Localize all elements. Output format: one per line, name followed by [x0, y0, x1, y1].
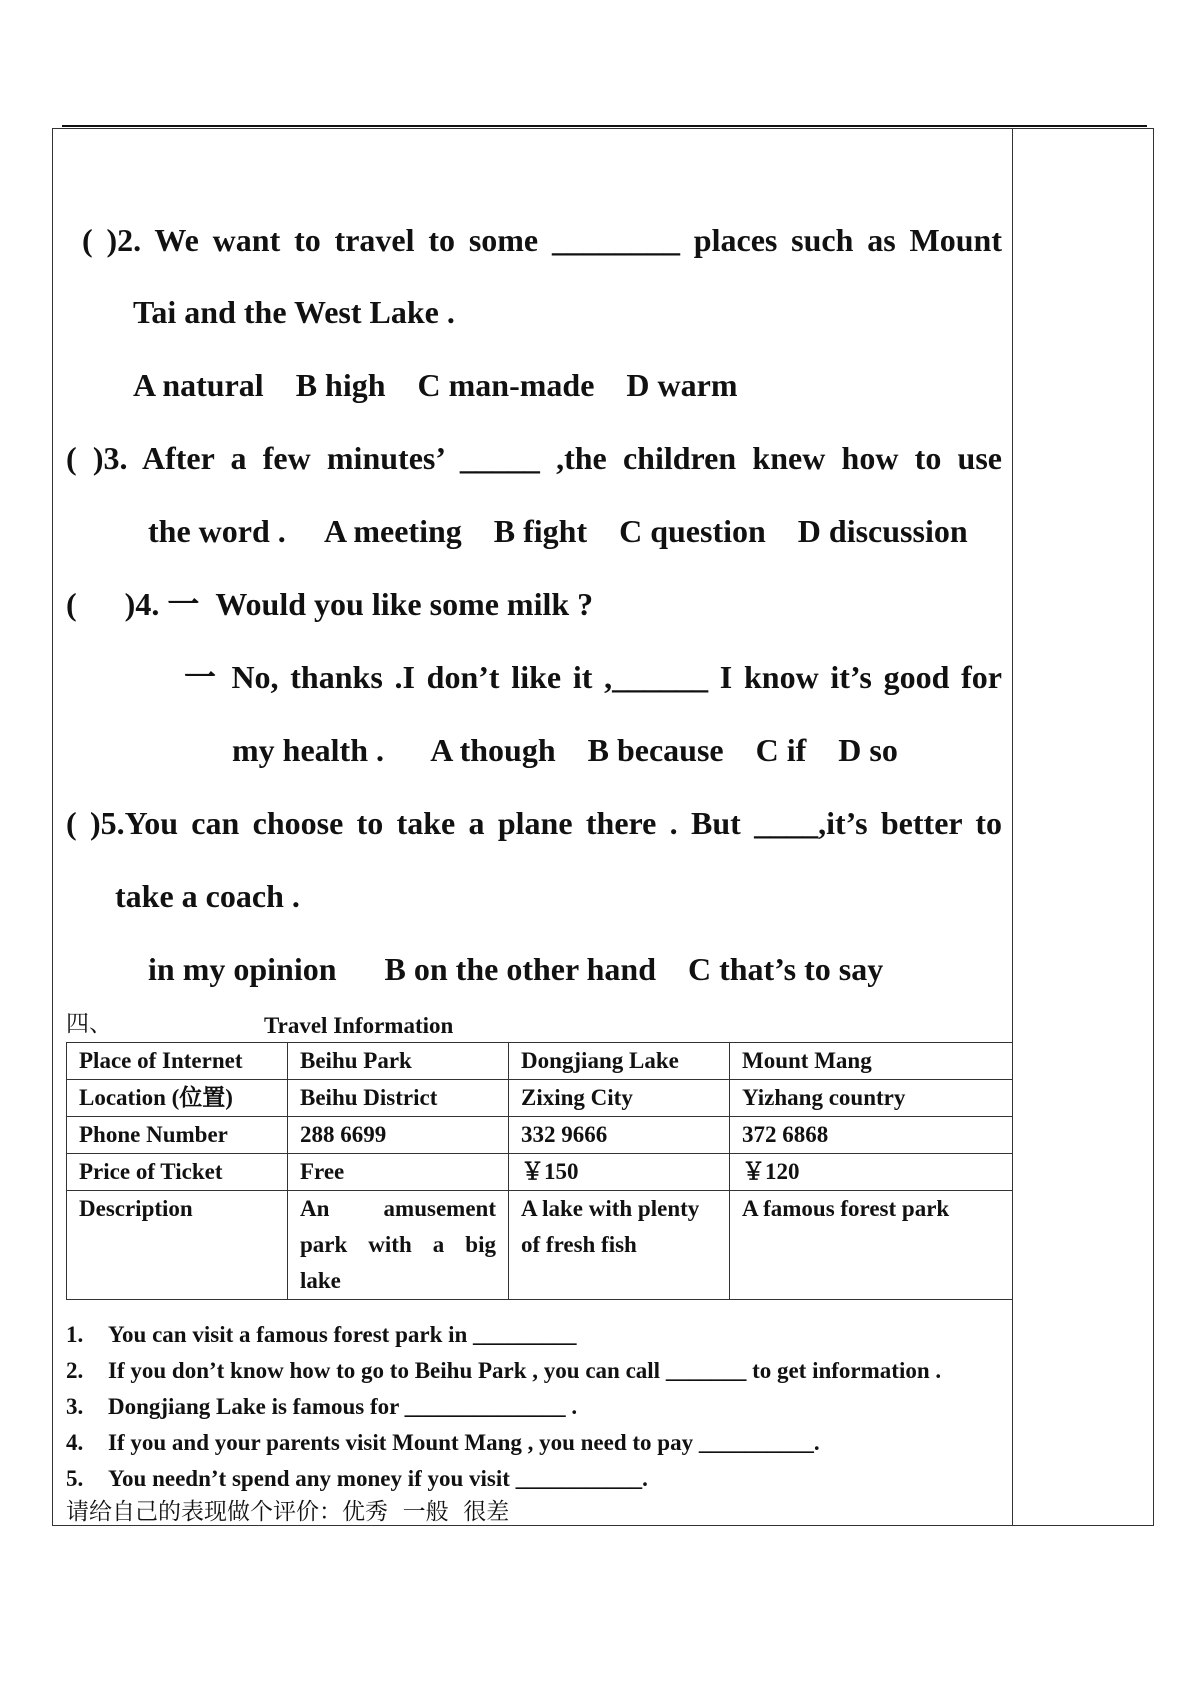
description-beihu-line: An amusement [300, 1196, 496, 1221]
section-number: 四、 [66, 1011, 112, 1037]
description-dongjiang [509, 1191, 730, 1300]
description-beihu-line: lake [300, 1268, 341, 1293]
table-row [67, 1080, 1013, 1117]
question-4-line-3: my health . A though B because C if D so [232, 732, 898, 768]
question-5-options: in my opinion B on the other hand C that’s to say [148, 951, 884, 987]
description-label: Description [67, 1191, 288, 1300]
question-3-line-2: the word . A meeting B fight C question D discussion [148, 513, 968, 549]
question-2-line-1: ( )2. We want to travel to some ________ places such as Mount [82, 222, 1002, 258]
table-cell: 332 9666 [509, 1117, 730, 1154]
description-dongjiang-line: of fresh fish [521, 1232, 637, 1257]
table-cell: ￥120 [730, 1154, 1013, 1191]
fill-in-text: If you and your parents visit Mount Mang , you need to pay __________. [108, 1430, 820, 1455]
question-5-line-1: ( )5.You can choose to take a plane there . But ____,it’s better to [66, 805, 1002, 841]
fill-in-number: 4. [66, 1430, 84, 1455]
table-cell: Yizhang country [730, 1080, 1013, 1117]
question-5-line-2: take a coach . [115, 878, 300, 914]
fill-in-number: 2. [66, 1358, 84, 1383]
table-cell: ￥150 [509, 1154, 730, 1191]
table-row [67, 1043, 1013, 1080]
fill-in-text: You needn’t spend any money if you visit ___________. [108, 1466, 648, 1491]
question-3-line-1: ( )3. After a few minutes’ _____ ,the children knew how to use [66, 440, 1002, 476]
description-beihu-line: park with a big [300, 1232, 496, 1257]
table-cell: Free [288, 1154, 509, 1191]
section-title: Travel Information [264, 1013, 454, 1038]
table-cell: Dongjiang Lake [509, 1043, 730, 1080]
fill-in-number: 3. [66, 1394, 84, 1419]
table-cell: Phone Number [67, 1117, 288, 1154]
table-cell: Beihu Park [288, 1043, 509, 1080]
table-row [67, 1117, 1013, 1154]
question-2-options: A natural B high C man-made D warm [133, 367, 738, 403]
header-rule [62, 125, 1147, 127]
fill-in-text: Dongjiang Lake is famous for ______________ . [108, 1394, 578, 1419]
table-cell: Location (位置) [67, 1080, 288, 1117]
table-cell: Price of Ticket [67, 1154, 288, 1191]
self-evaluation: 请给自己的表现做个评价：优秀 一般 很差 [66, 1499, 510, 1525]
table-cell: 288 6699 [288, 1117, 509, 1154]
table-row-description [67, 1191, 1013, 1300]
table-row [67, 1154, 1013, 1191]
description-dongjiang-line: A lake with plenty [521, 1196, 700, 1221]
table-cell: Zixing City [509, 1080, 730, 1117]
fill-in-number: 5. [66, 1466, 84, 1491]
table-cell: Beihu District [288, 1080, 509, 1117]
table-cell: Place of Internet [67, 1043, 288, 1080]
question-4-line-1: ( )4. 一 Would you like some milk ? [66, 586, 594, 622]
table-cell: Mount Mang [730, 1043, 1013, 1080]
question-4-line-2: 一 No, thanks .I don’t like it ,______ I know it’s good for [184, 659, 1002, 695]
fill-in-text: If you don’t know how to go to Beihu Park , you can call _______ to get information . [108, 1358, 942, 1383]
fill-in-number: 1. [66, 1322, 84, 1347]
fill-in-text: You can visit a famous forest park in _________ [108, 1322, 577, 1347]
travel-info-table [66, 1042, 1013, 1300]
table-cell: 372 6868 [730, 1117, 1013, 1154]
description-mang: A famous forest park [730, 1191, 1013, 1300]
description-beihu [288, 1191, 509, 1300]
right-column-divider [1012, 128, 1013, 1526]
question-2-line-2: Tai and the West Lake . [133, 294, 455, 330]
